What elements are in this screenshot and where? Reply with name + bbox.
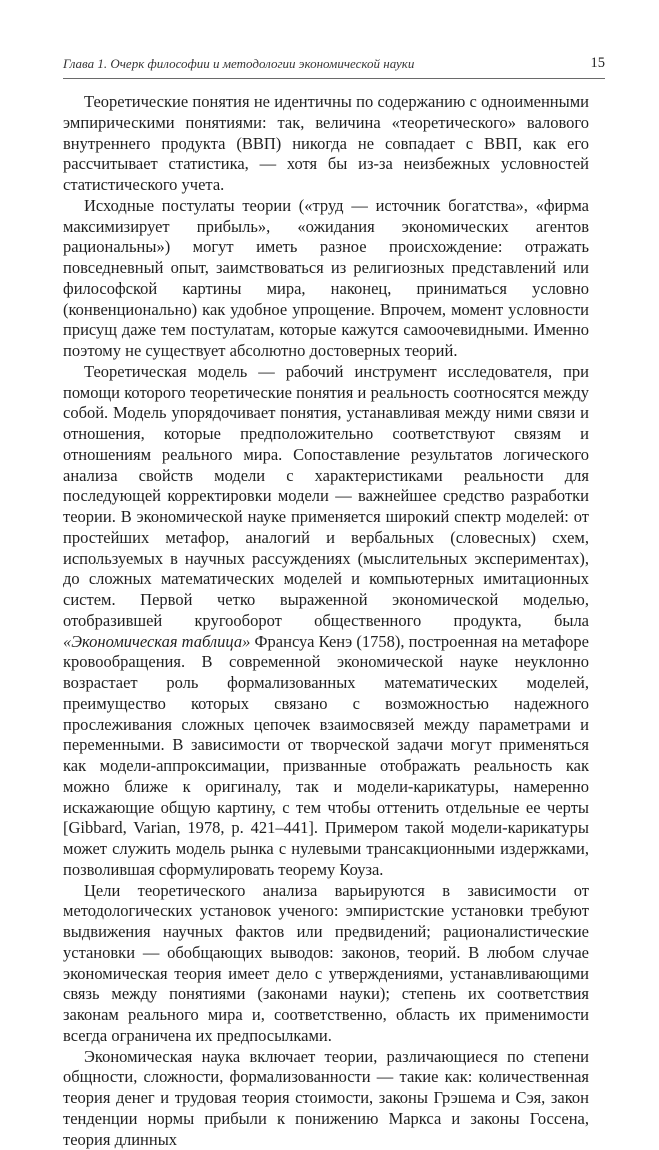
chapter-title: Глава 1. Очерк философии и методологии экономической науки bbox=[63, 56, 414, 72]
paragraph-2: Исходные постулаты теории («труд — источник богатства», «фирма максимизирует прибыль», «ожидания экономических агентов рациональны») могут иметь разное происхождение: отражать повседневный опыт, заимствоваться из религиозных представлений или философской картины мира, наконец, приниматься условно (конвенционально) как удобное упрощение. Впрочем, момент условности присущ даже тем постулатам, которые кажутся самоочевидными. Именно поэтому не существует абсолютно достоверных теорий. bbox=[63, 196, 589, 362]
paragraph-3 bbox=[63, 362, 589, 881]
paragraph-3-italic-title: «Экономическая таблица» bbox=[63, 632, 250, 651]
page-number: 15 bbox=[591, 55, 606, 72]
paragraph-1: Теоретические понятия не идентичны по содержанию с одноименными эмпирическими понятиями: так, величина «теоретического» валового внутреннего продукта (ВВП) никогда не совпадает с ВВП, как его рассчитывает статистика, — хотя бы из-за неизбежных условностей статистического учета. bbox=[63, 92, 589, 196]
paragraph-3-text-before: Теоретическая модель — рабочий инструмент исследователя, при помощи которого теоретические понятия и реальность соотносятся между собой. Модель упорядочивает понятия, устанавливая между ними связи и отношения, которые предположительно соответствуют связям и отношениям реального мира. Сопоставление результатов логического анализа свойств модели с характеристиками реальности для последующей корректировки модели — важнейшее средство разработки теории. В экономической науке применяется широкий спектр моделей: от простейших метафор, аналогий и вербальных (словесных) схем, используемых в научных рассуждениях (мыслительных экспериментах), до сложных математических моделей и компьютерных имитационных систем. Первой четко выраженной экономической моделью, отобразившей кругооборот общественного продукта, была bbox=[63, 362, 589, 630]
body-text bbox=[63, 92, 589, 1150]
running-header bbox=[63, 54, 605, 79]
paragraph-3-text-after: Франсуа Кенэ (1758), построенная на метафоре кровообращения. В современной экономической науке неуклонно возрастает роль формализованных математических моделей, преимущество которых связано с возможностью надежного прослеживания сложных цепочек взаимосвязей между параметрами и переменными. В зависимости от творческой задачи могут применяться как модели-аппроксимации, призванные отображать реальность как можно ближе к оригиналу, так и модели-карикатуры, намеренно искажающие общую картину, с тем чтобы оттенить отдельные ее черты [Gibbard, Varian, 1978, p. 421–441]. Примером такой модели-карикатуры может служить модель рынка с нулевыми трансакционными издержками, позволившая сформулировать теорему Коуза. bbox=[63, 632, 589, 879]
paragraph-5: Экономическая наука включает теории, различающиеся по степени общности, сложности, формализованности — такие как: количественная теория денег и трудовая теория стоимости, законы Грэшема и Сэя, закон тенденции нормы прибыли к понижению Маркса и законы Госсена, теория длинных bbox=[63, 1047, 589, 1150]
paragraph-4: Цели теоретического анализа варьируются в зависимости от методологических установок ученого: эмпиристские установки требуют выдвижения научных фактов или предвидений; рационалистические установки — обобщающих выводов: законов, теорий. В любом случае экономическая теория имеет дело с утверждениями, устанавливающими связь между понятиями (законами науки); степень их соответствия законам реального мира и, соответственно, область их применимости всегда ограничена их предпосылками. bbox=[63, 881, 589, 1047]
